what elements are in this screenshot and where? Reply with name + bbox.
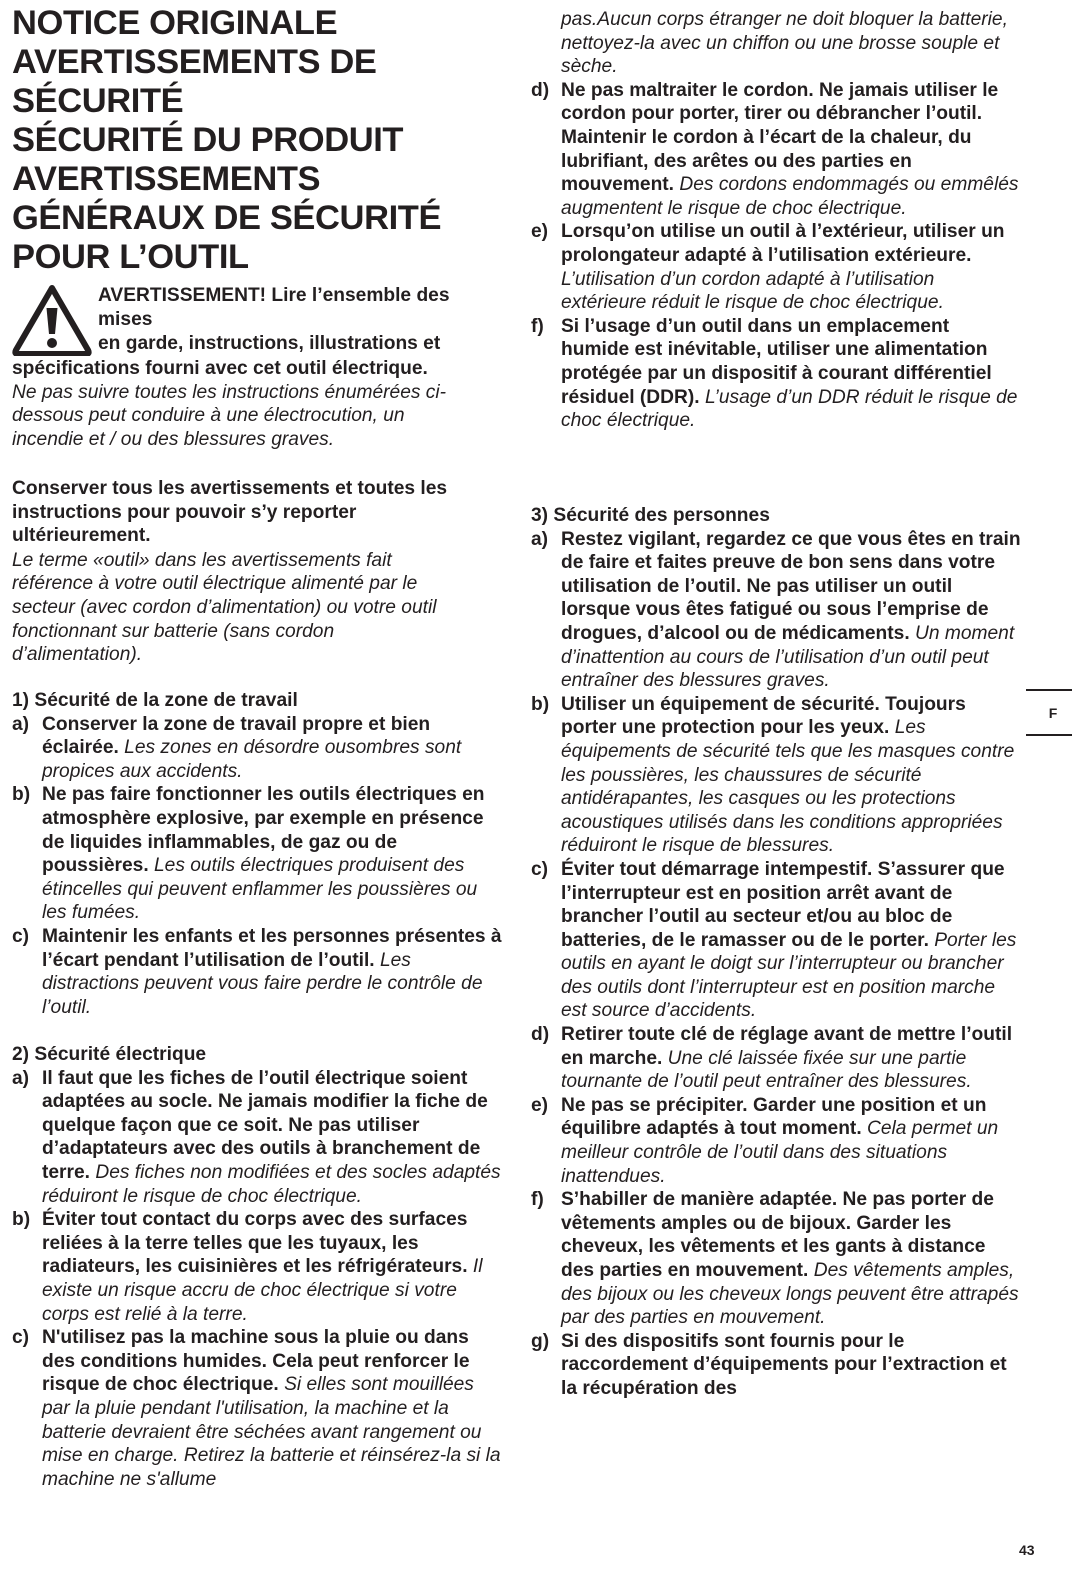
keep-bold: Conserver tous les avertissements et toutes les instructions pour pouvoir s’y reporter ultérieurement. bbox=[12, 478, 448, 547]
item-label: f) bbox=[531, 1189, 544, 1211]
continued-text bbox=[531, 8, 1021, 79]
item-italic: pas.Aucun corps étranger ne doit bloquer la batterie, nettoyez-la avec un chiffon ou une brosse souple et sèche. bbox=[561, 9, 1008, 78]
item-label: b) bbox=[12, 1209, 31, 1231]
keep-note: Le terme «outil» dans les avertissements fait référence à votre outil électrique alimenté par le secteur (avec cordon d’alimentation) ou votre outil fonctionnant sur batterie (sans cordon d’alimentation). bbox=[12, 549, 437, 666]
item-bold: Ne pas maltraiter le cordon. Ne jamais utiliser le cordon pour porter, tirer ou débrancher l’outil. Maintenir le cordon à l’écart de la chaleur, du lubrifiant, des arêtes ou des parties en mouvement. bbox=[561, 79, 999, 196]
warning-line: en garde, instructions, illustrations et bbox=[98, 333, 441, 355]
list-item bbox=[531, 693, 1021, 858]
item-italic: Cela permet un meilleur contrôle de l’outil dans des situations inattendues. bbox=[561, 1118, 999, 1187]
page-title bbox=[12, 4, 510, 277]
item-bold: Utiliser un équipement de sécurité. Toujours porter une protection pour les yeux. bbox=[561, 693, 966, 739]
section-electrical bbox=[12, 1043, 506, 1491]
title-line: NOTICE ORIGINALE bbox=[12, 4, 338, 42]
keep-instructions bbox=[12, 477, 462, 667]
item-label: g) bbox=[531, 1330, 550, 1352]
item-label: c) bbox=[531, 858, 549, 880]
item-bold: Si l’usage d’un outil dans un emplacement humide est inévitable, utiliser une alimentation protégée par un dispositif à courant différentiel résiduel (DDR). bbox=[561, 315, 992, 408]
item-italic: Des cordons endommagés ou emmêlés augmentent le risque de choc électrique. bbox=[561, 174, 1019, 219]
item-bold: Éviter tout contact du corps avec des surfaces reliées à la terre telles que les tuyaux, les radiateurs, les cuisinières et les réfrigérateurs. bbox=[42, 1209, 468, 1278]
item-bold: Lorsqu’on utilise un outil à l’extérieur, utiliser un prolongateur adapté à l’utilisation extérieure. bbox=[561, 221, 1005, 266]
item-italic: Les outils électriques produisent des étincelles qui peuvent enflammer les poussières ou les fumées. bbox=[42, 855, 478, 924]
title-line: SÉCURITÉ bbox=[12, 82, 184, 120]
tab-divider bbox=[1026, 734, 1072, 736]
item-label: b) bbox=[531, 693, 550, 715]
list-item bbox=[12, 1208, 506, 1326]
list-item bbox=[12, 783, 506, 925]
item-italic: Une clé laissée fixée sur une partie tournante de l’outil peut entraîner des blessures. bbox=[561, 1047, 972, 1093]
item-bold: S’habiller de manière adaptée. Ne pas porter de vêtements amples ou de bijoux. Garder les cheveux, les vêtements et les gants à distance des parties en mouvement. bbox=[561, 1189, 994, 1281]
title-line: AVERTISSEMENTS DE bbox=[12, 43, 377, 81]
language-tab bbox=[1026, 689, 1072, 736]
item-italic: Les zones en désordre ousombres sont propices aux accidents. bbox=[42, 737, 462, 782]
list-item bbox=[12, 1067, 506, 1209]
language-tab-label: F bbox=[1048, 705, 1058, 721]
section-personal-safety bbox=[531, 504, 1021, 1401]
title-line: GÉNÉRAUX DE SÉCURITÉ bbox=[12, 199, 442, 237]
item-label: c) bbox=[12, 925, 30, 947]
list-item bbox=[531, 1330, 1021, 1401]
item-bold: Éviter tout démarrage intempestif. S’assurer que l’interrupteur est en position arrêt avant de brancher l’outil au secteur et/ou au bloc de batteries, de le ramasser ou de le porter. bbox=[561, 858, 1005, 951]
item-bold: Maintenir les enfants et les personnes présentes à l’écart pendant l’utilisation de l’outil. bbox=[42, 925, 502, 971]
warning-line: mises bbox=[98, 309, 153, 331]
item-italic: Il existe un risque accru de choc électrique si votre corps est relié à la terre. bbox=[42, 1256, 483, 1325]
warning-consequence: Ne pas suivre toutes les instructions énumérées ci-dessous peut conduire à une électrocution, un incendie et / ou des blessures graves. bbox=[12, 381, 447, 450]
title-line: POUR L’OUTIL bbox=[12, 238, 249, 276]
item-italic: Porter les outils en ayant le doigt sur l’interrupteur ou brancher des outils dont l’interrupteur est en position marche est source d’accidents. bbox=[561, 929, 1017, 1022]
list-item bbox=[531, 858, 1021, 1023]
section-heading: 3) Sécurité des personnes bbox=[531, 505, 770, 526]
section-work-area bbox=[12, 689, 506, 1019]
list-item bbox=[531, 1023, 1021, 1094]
item-italic: Les équipements de sécurité tels que les masques contre les poussières, les chaussures de sécurité antidérapantes, les casques ou les protections acoustiques utilisés dans les conditions appropriées réduiront le risque de blessures. bbox=[561, 717, 1015, 857]
right-column-top bbox=[531, 8, 1021, 433]
item-label: d) bbox=[531, 79, 550, 101]
item-label: e) bbox=[531, 1094, 549, 1116]
item-bold: Il faut que les fiches de l’outil électrique soient adaptées au socle. Ne jamais modifier la fiche de quelque façon que ce soit. Ne pas utiliser d’adaptateurs avec des outils à branchement de terre. bbox=[42, 1067, 488, 1183]
item-label: e) bbox=[531, 221, 549, 243]
item-italic: Des vêtements amples, des bijoux ou les cheveux longs peuvent être attrapés par des parties en mouvement. bbox=[561, 1260, 1019, 1329]
warning-triangle-icon bbox=[12, 284, 92, 356]
list-item bbox=[12, 1326, 506, 1491]
item-label: a) bbox=[531, 528, 549, 550]
warning-line: spécifications fourni avec cet outil électrique. bbox=[12, 357, 428, 379]
item-italic: Des fiches non modifiées et des socles adaptés réduiront le risque de choc électrique. bbox=[42, 1161, 501, 1207]
section-heading: 1) Sécurité de la zone de travail bbox=[12, 690, 298, 711]
item-bold: Ne pas se précipiter. Garder une position et un équilibre adaptés à tout moment. bbox=[561, 1094, 987, 1140]
list-item bbox=[531, 220, 1021, 314]
title-line: AVERTISSEMENTS bbox=[12, 160, 321, 198]
page-number: 43 bbox=[1019, 1542, 1035, 1558]
item-bold: Si des dispositifs sont fournis pour le raccordement d’équipements pour l’extraction et la récupération des bbox=[561, 1330, 1007, 1399]
item-italic: L’utilisation d’un cordon adapté à l’utilisation extérieure réduit le risque de choc électrique. bbox=[561, 268, 944, 314]
item-bold: Restez vigilant, regardez ce que vous êtes en train de faire et faites preuve de bon sens dans votre utilisation de l’outil. Ne pas utiliser un outil lorsque vous êtes fatigué ou sous l’emprise de drogues, d’alcool ou de médicaments. bbox=[561, 528, 1021, 644]
list-item bbox=[12, 713, 506, 784]
list-item bbox=[531, 1188, 1021, 1330]
item-label: b) bbox=[12, 784, 31, 806]
warning-block bbox=[12, 284, 510, 452]
list-item bbox=[531, 79, 1021, 221]
item-label: a) bbox=[12, 1067, 30, 1089]
item-italic: Si elles sont mouillées par la pluie pendant l'utilisation, la machine et la batterie devraient être séchées avant rangement ou mise en charge. Retirez la batterie et réinsérez-la si la machine ne s'allume bbox=[42, 1374, 501, 1490]
title-line: SÉCURITÉ DU PRODUIT bbox=[12, 121, 404, 159]
section-heading: 2) Sécurité électrique bbox=[12, 1044, 207, 1065]
item-label: d) bbox=[531, 1024, 550, 1046]
list-item bbox=[531, 1094, 1021, 1188]
list-item bbox=[12, 925, 506, 1019]
list-item bbox=[531, 315, 1021, 433]
item-label: f) bbox=[531, 315, 544, 337]
item-label: c) bbox=[12, 1327, 30, 1349]
item-bold: Conserver la zone de travail propre et bien éclairée. bbox=[42, 713, 431, 759]
item-italic: Un moment d’inattention au cours de l’utilisation d’un outil peut entraîner des blessures graves. bbox=[561, 622, 1015, 692]
item-italic: Les distractions peuvent vous faire perdre le contrôle de l’outil. bbox=[42, 949, 483, 1018]
item-label: a) bbox=[12, 713, 30, 735]
item-bold: Ne pas faire fonctionner les outils électriques en atmosphère explosive, par exemple en présence de liquides inflammables, de gaz ou de poussières. bbox=[42, 784, 485, 877]
warning-line: AVERTISSEMENT! Lire l’ensemble des bbox=[98, 285, 450, 306]
list-item bbox=[531, 528, 1021, 693]
item-bold: N'utilisez pas la machine sous la pluie ou dans des conditions humides. Cela peut renforcer le risque de choc électrique. bbox=[42, 1327, 470, 1396]
item-italic: L’usage d’un DDR réduit le risque de choc électrique. bbox=[561, 386, 1018, 432]
item-bold: Retirer toute clé de réglage avant de mettre l’outil en marche. bbox=[561, 1024, 1013, 1069]
